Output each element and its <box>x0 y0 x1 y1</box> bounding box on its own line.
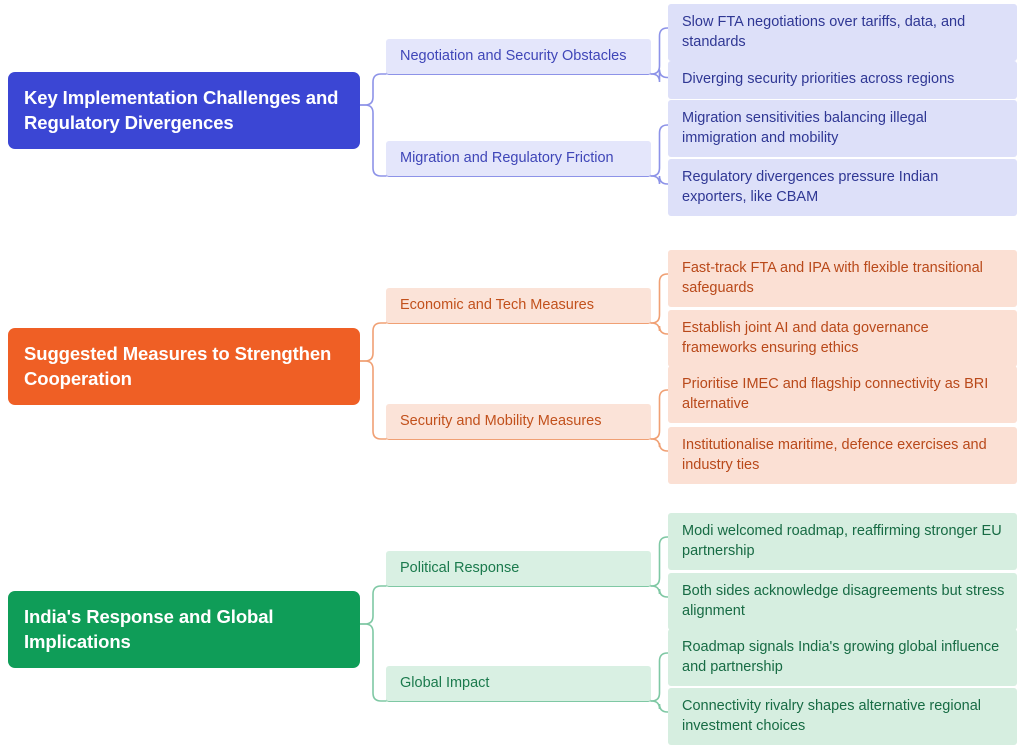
leaf-node[interactable]: Diverging security priorities across regions <box>668 61 1017 99</box>
subtopic-node[interactable]: Negotiation and Security Obstacles <box>386 39 651 75</box>
leaf-node[interactable]: Establish joint AI and data governance frameworks ensuring ethics <box>668 310 1017 367</box>
leaf-node[interactable]: Roadmap signals India's growing global influence and partnership <box>668 629 1017 686</box>
leaf-node[interactable]: Connectivity rivalry shapes alternative regional investment choices <box>668 688 1017 745</box>
leaf-node[interactable]: Both sides acknowledge disagreements but stress alignment <box>668 573 1017 630</box>
root-node-measures[interactable]: Suggested Measures to Strengthen Cooperation <box>8 328 360 405</box>
leaf-node[interactable]: Institutionalise maritime, defence exercises and industry ties <box>668 427 1017 484</box>
subtopic-node[interactable]: Economic and Tech Measures <box>386 288 651 324</box>
leaf-node[interactable]: Regulatory divergences pressure Indian exporters, like CBAM <box>668 159 1017 216</box>
leaf-node[interactable]: Slow FTA negotiations over tariffs, data, and standards <box>668 4 1017 61</box>
root-node-response[interactable]: India's Response and Global Implications <box>8 591 360 668</box>
root-node-challenges[interactable]: Key Implementation Challenges and Regulatory Divergences <box>8 72 360 149</box>
leaf-node[interactable]: Modi welcomed roadmap, reaffirming stronger EU partnership <box>668 513 1017 570</box>
subtopic-node[interactable]: Political Response <box>386 551 651 587</box>
subtopic-node[interactable]: Security and Mobility Measures <box>386 404 651 440</box>
leaf-node[interactable]: Fast-track FTA and IPA with flexible transitional safeguards <box>668 250 1017 307</box>
subtopic-node[interactable]: Migration and Regulatory Friction <box>386 141 651 177</box>
leaf-node[interactable]: Prioritise IMEC and flagship connectivity as BRI alternative <box>668 366 1017 423</box>
subtopic-node[interactable]: Global Impact <box>386 666 651 702</box>
leaf-node[interactable]: Migration sensitivities balancing illegal immigration and mobility <box>668 100 1017 157</box>
